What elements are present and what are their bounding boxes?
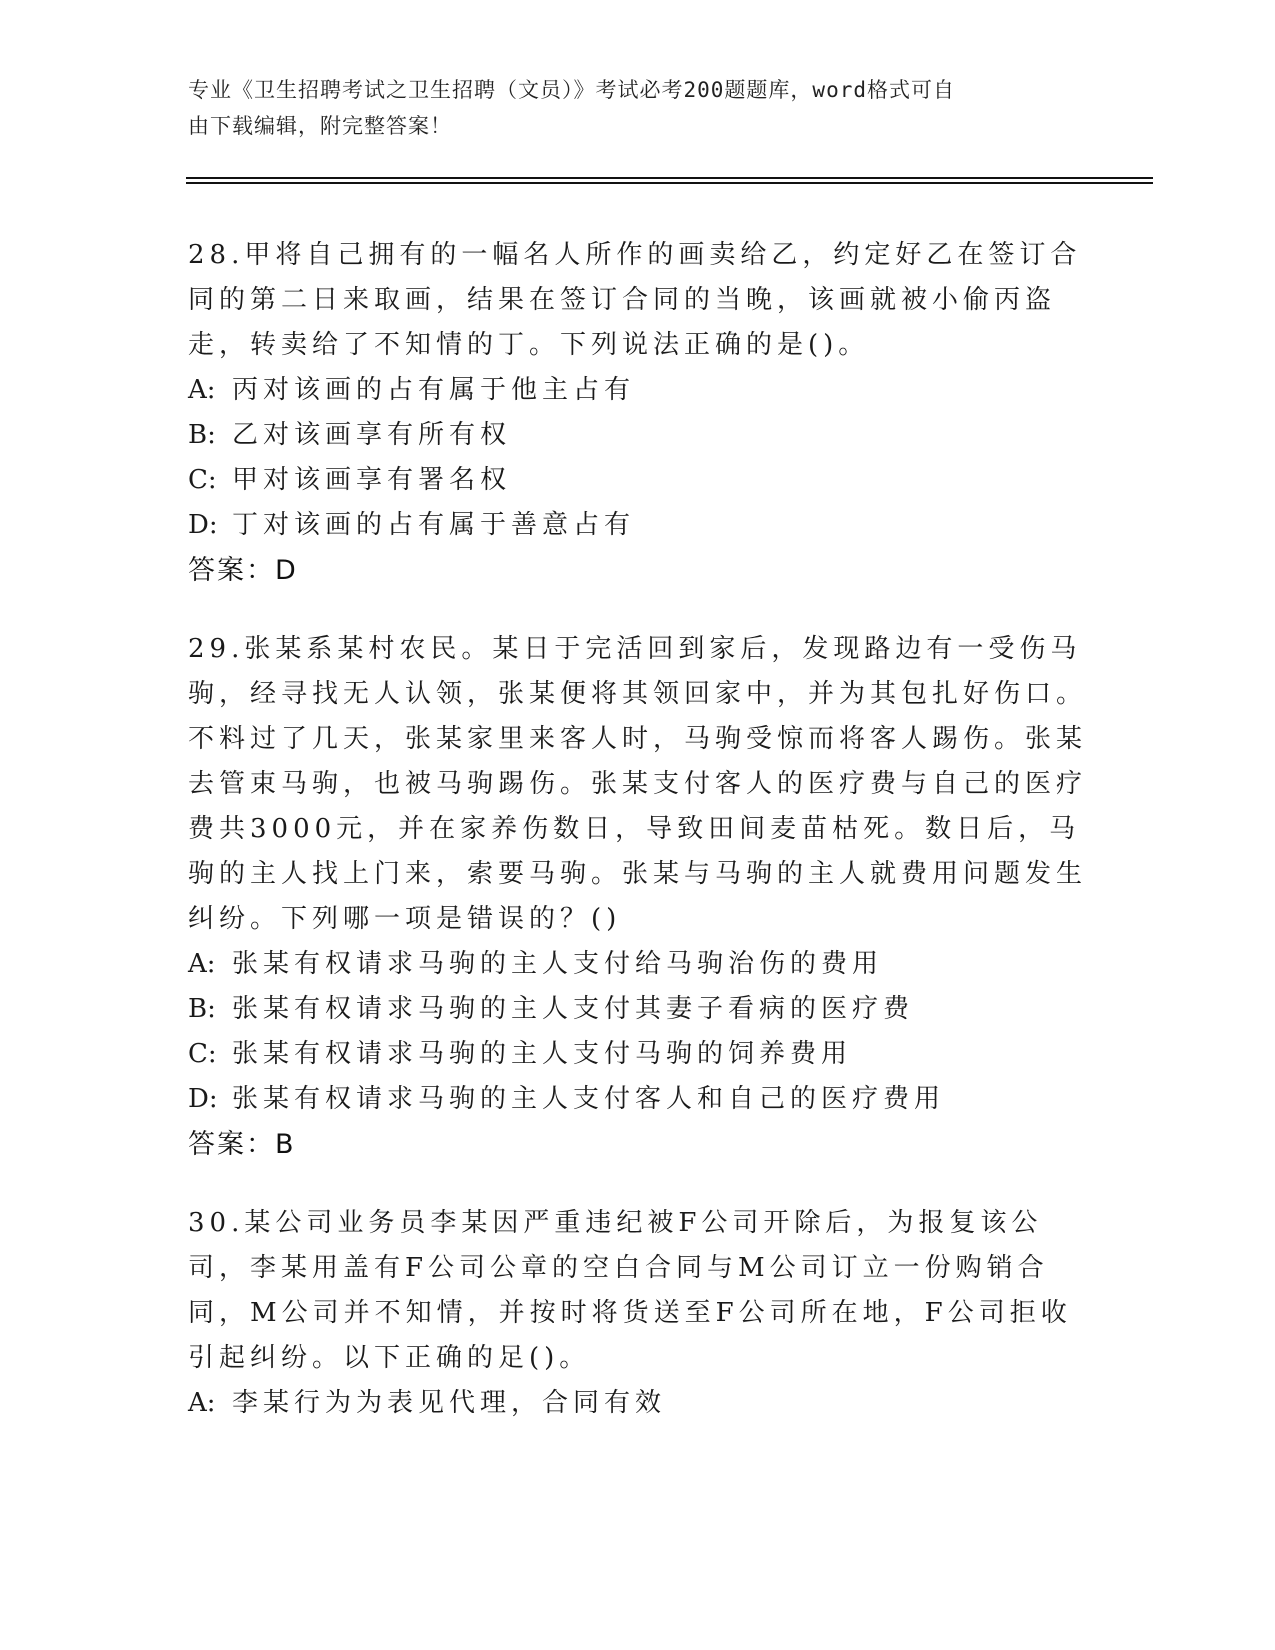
option-letter: D:	[188, 510, 218, 540]
question-text: 28.甲将自己拥有的一幅名人所作的画卖给乙，约定好乙在签订合同的第二日来取画，结果在签订合同的当晚，该画就被小偷丙盗走，转卖给了不知情的丁。下列说法正确的是()。	[188, 240, 1082, 360]
option-c	[188, 1032, 1088, 1077]
option-a	[188, 368, 1088, 413]
option-text: 张某有权请求马驹的主人支付给马驹治伤的费用	[232, 949, 884, 979]
option-text: 张某有权请求马驹的主人支付客人和自己的医疗费用	[232, 1084, 946, 1114]
option-d	[188, 1077, 1088, 1122]
option-text: 甲对该画享有署名权	[232, 465, 512, 495]
option-b	[188, 413, 1088, 458]
option-d	[188, 503, 1088, 548]
question-list	[188, 233, 1088, 1459]
option-c	[188, 458, 1088, 503]
question-30	[188, 1201, 1088, 1426]
option-letter: A:	[188, 949, 216, 979]
option-text: 李某行为为表见代理，合同有效	[232, 1388, 667, 1418]
question-text: 29.张某系某村农民。某日于完活回到家后，发现路边有一受伤马驹，经寻找无人认领，张某便将其领回家中，并为其包扎好伤口。不料过了几天，张某家里来客人时，马驹受惊而将客人踢伤。张某去管束马驹，也被马驹踢伤。张某支付客人的医疗费与自己的医疗费共3000元，并在家养伤数日，导致田间麦苗枯死。数日后，马驹的主人找上门来，索要马驹。张某与马驹的主人就费用问题发生纠纷。下列哪一项是错误的？()	[188, 634, 1088, 934]
option-letter: D:	[188, 1084, 218, 1114]
option-b	[188, 987, 1088, 1032]
option-text: 丁对该画的占有属于善意占有	[232, 510, 636, 540]
document-header	[188, 72, 1068, 144]
answer-label: 答案：B	[188, 1129, 296, 1160]
option-letter: B:	[188, 420, 216, 450]
header-divider-top	[186, 177, 1153, 179]
answer-label: 答案：D	[188, 555, 298, 586]
option-text: 张某有权请求马驹的主人支付其妻子看病的医疗费	[232, 994, 915, 1024]
option-a	[188, 1381, 1088, 1426]
question-text: 30.某公司业务员李某因严重违纪被F公司开除后，为报复该公司，李某用盖有F公司公章的空白合同与M公司订立一份购销合同，M公司并不知情，并按时将货送至F公司所在地，F公司拒收引起纠纷。以下正确的足()。	[188, 1208, 1072, 1373]
option-letter: C:	[188, 1039, 217, 1069]
option-letter: A:	[188, 1388, 216, 1418]
question-28	[188, 233, 1088, 594]
question-29	[188, 627, 1088, 1168]
option-a	[188, 942, 1088, 987]
header-title-line-1: 专业《卫生招聘考试之卫生招聘（文员）》考试必考200题题库，word格式可自	[188, 78, 955, 102]
option-letter: B:	[188, 994, 216, 1024]
option-text: 张某有权请求马驹的主人支付马驹的饲养费用	[232, 1039, 853, 1069]
option-text: 丙对该画的占有属于他主占有	[232, 375, 636, 405]
header-divider-bottom	[186, 182, 1153, 184]
header-title-line-2: 由下载编辑，附完整答案！	[188, 114, 452, 138]
option-letter: C:	[188, 465, 217, 495]
option-letter: A:	[188, 375, 216, 405]
option-text: 乙对该画享有所有权	[232, 420, 512, 450]
